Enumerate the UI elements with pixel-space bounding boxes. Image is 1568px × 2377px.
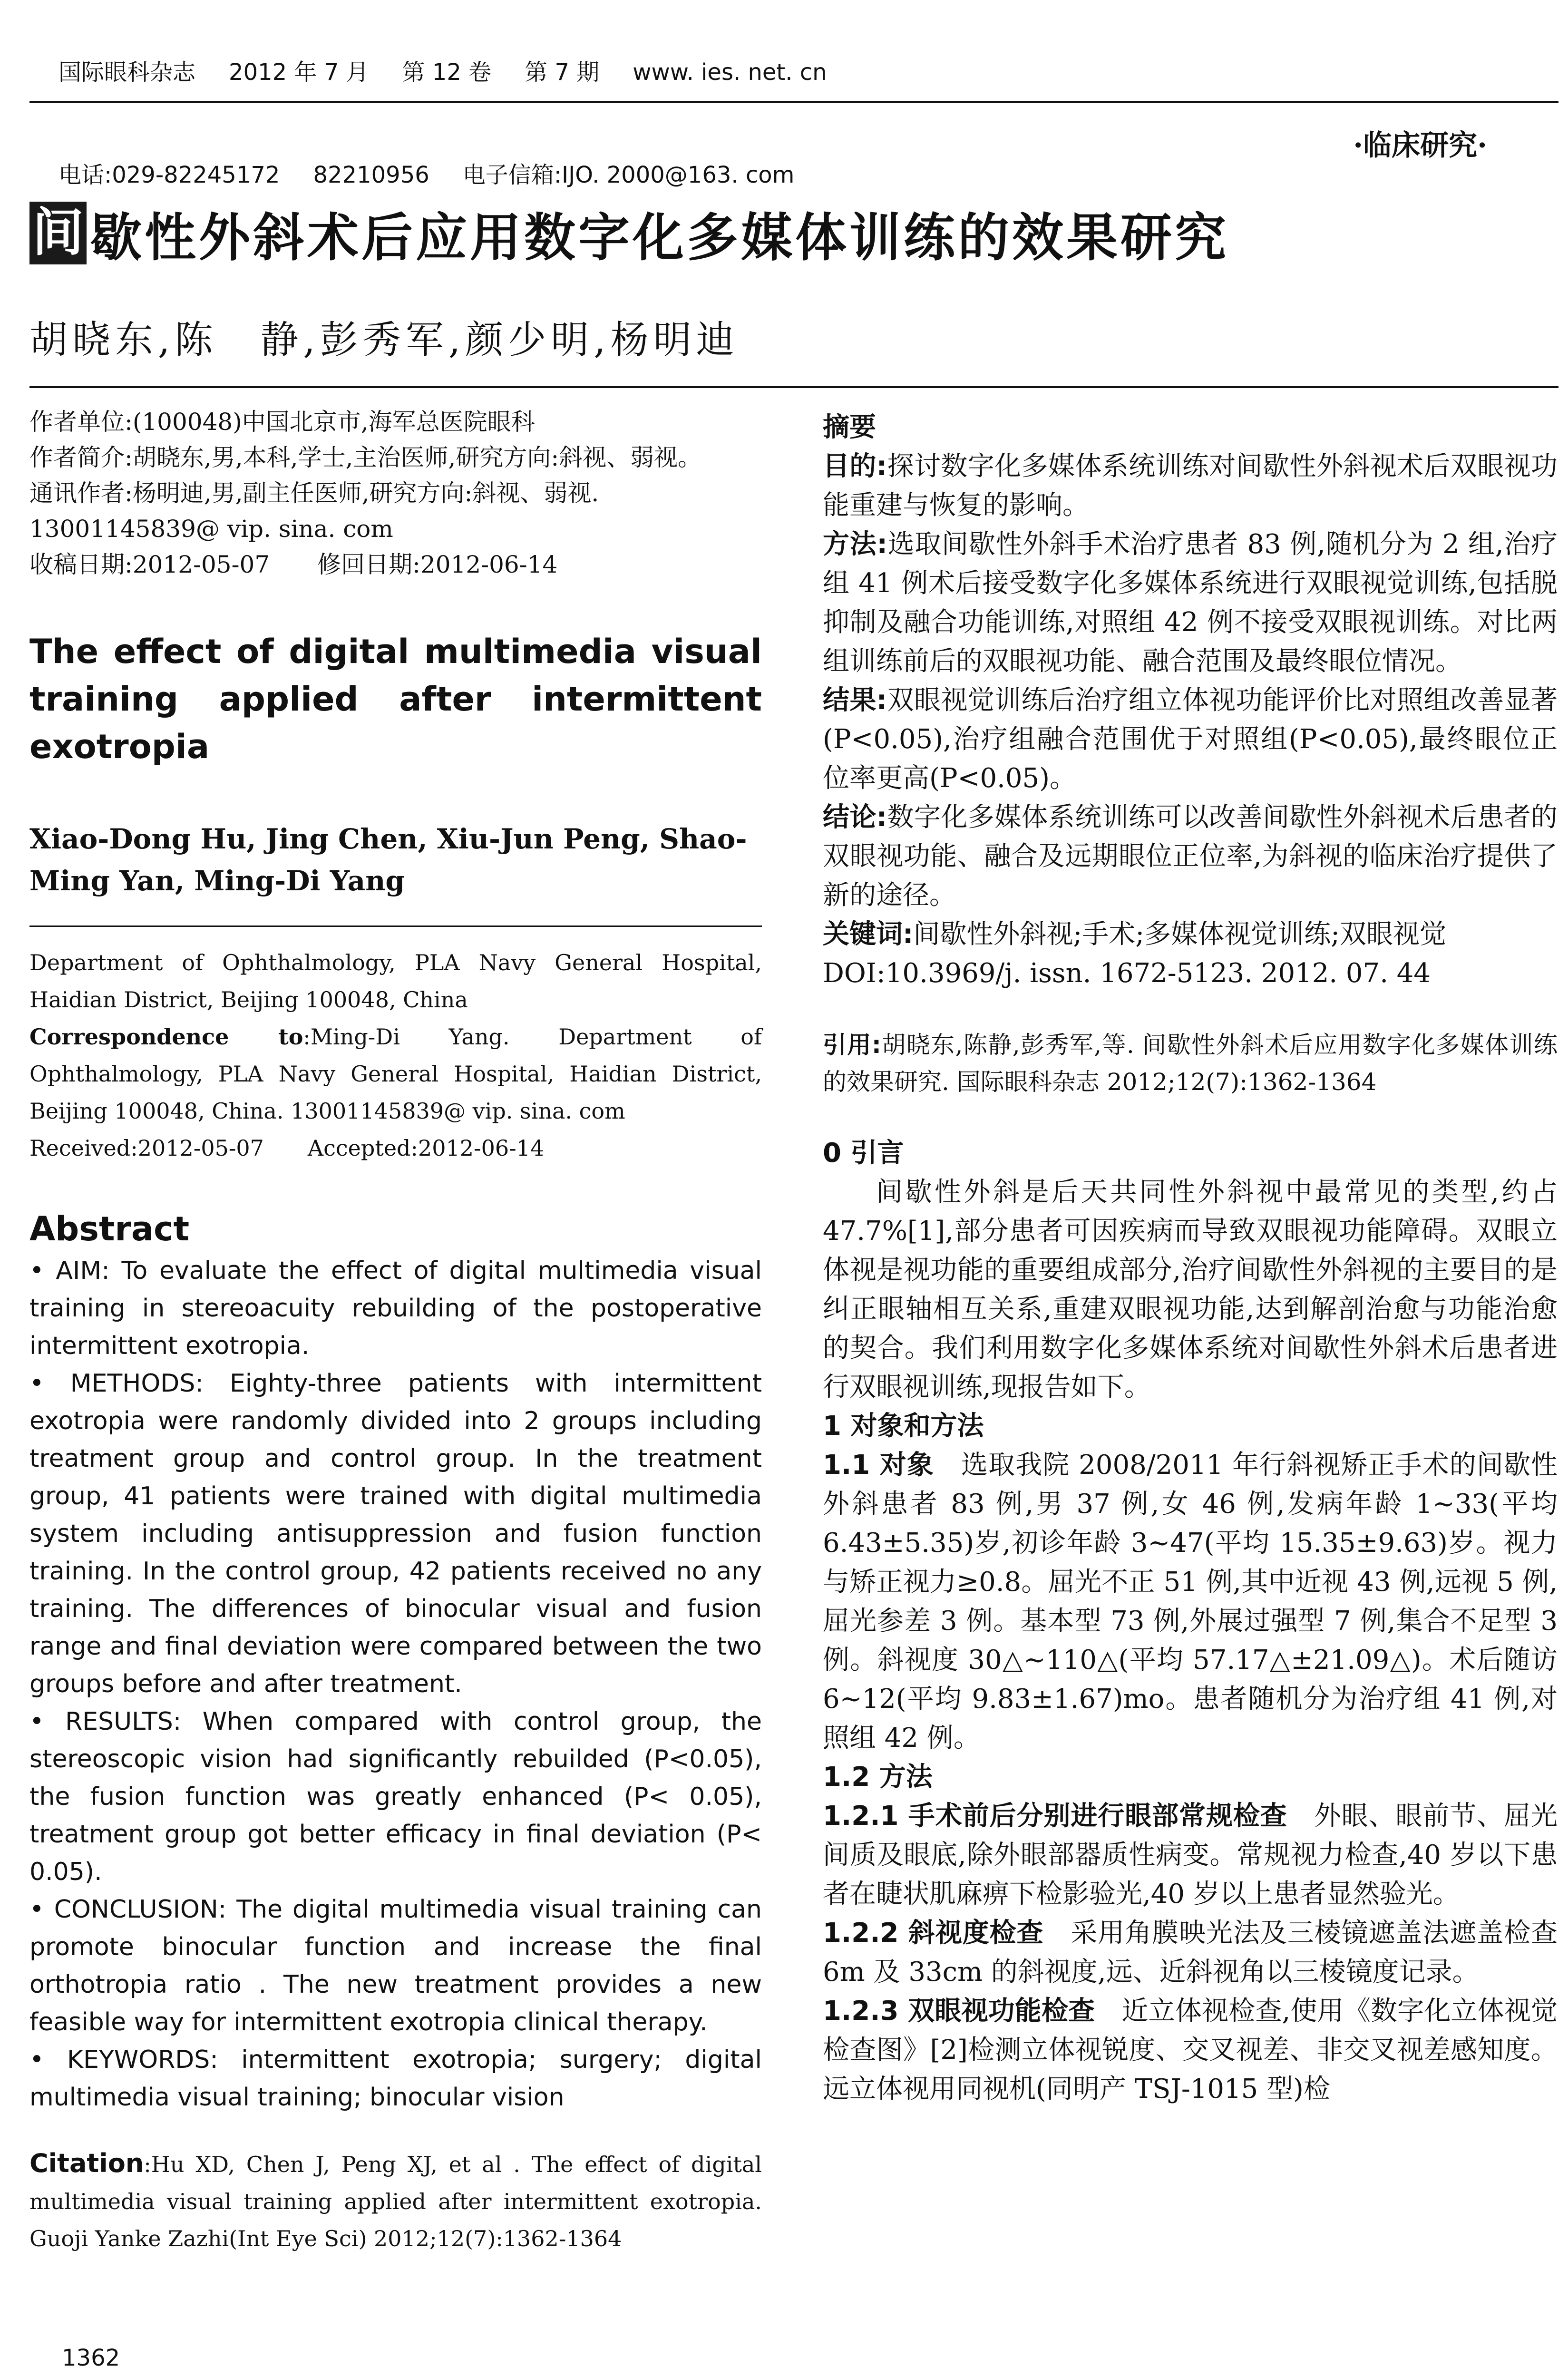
section-1-1-label: 1.1 对象: [823, 1450, 934, 1481]
section-1-2-1-text: 外眼、眼前节、屈光间质及眼底,除外眼部器质性病变。常规视力检查,40 岁以下患者在睫状肌麻痹下检影验光,40 岁以上患者显然验光。: [823, 1801, 1558, 1909]
abstract-methods: • METHODS: Eighty-three patients with intermittent exotropia were randomly divided into 2 groups including treatment group and control group. In the treatment group, 41 patients were trained with digital multimedia system including antisuppression and fusion function training. In the control group, 42 patients received no any training. The differences of binocular visual and fusion range and final deviation were compared between the two groups before and after treatment.: [29, 1369, 762, 1698]
section-1-2-3: [823, 1992, 1558, 2109]
page-number: 1362: [62, 2345, 120, 2371]
abstract-results: • RESULTS: When compared with control group, the stereoscopic vision had significantly rebuilded (P<0.05), the fusion function was greatly enhanced (P< 0.05), treatment group got better efficacy in final deviation (P< 0.05).: [29, 1707, 762, 1886]
citation-en: [29, 2145, 762, 2257]
section-0-paragraph: 间歇性外斜是后天共同性外斜视中最常见的类型,约占 47.7%[1],部分患者可因疾病而导致双眼视功能障碍。双眼立体视是视功能的重要组成部分,治疗间歇性外斜视的主要目的是纠正眼轴相互关系,重建双眼视功能,达到解剖治愈与功能治愈的契合。我们利用数字化多媒体系统对间歇性外斜术后患者进行双眼视训练,现报告如下。: [823, 1177, 1558, 1403]
english-rule: [29, 925, 762, 927]
abstract-cn-aim: [823, 447, 1558, 525]
section-1-heading: 1 对象和方法: [823, 1411, 984, 1442]
section-1-2-2-text: 采用角膜映光法及三棱镜遮盖法遮盖检查 6m 及 33cm 的斜视度,远、近斜视角以三棱镜度记录。: [823, 1918, 1558, 1987]
citation-cn-text: 胡晓东,陈静,彭秀军,等. 间歇性外斜术后应用数字化多媒体训练的效果研究. 国际眼科杂志 2012;12(7):1362-1364: [823, 1031, 1558, 1096]
citation-text: :Hu XD, Chen J, Peng XJ, et al . The effect of digital multimedia visual training applied after intermittent exotropia. Guoji Yanke Zazhi(Int Eye Sci) 2012;12(7):1362-1364: [29, 2152, 762, 2251]
conclusion-text: 数字化多媒体系统训练可以改善间歇性外斜视术后患者的双眼视功能、融合及远期眼位正位率,为斜视的临床治疗提供了新的途径。: [823, 802, 1558, 911]
conclusion-label: 结论:: [823, 802, 887, 833]
keywords-label: 关键词:: [823, 919, 914, 950]
section-1-2-heading: 1.2 方法: [823, 1762, 933, 1792]
section-1-2-1: [823, 1797, 1558, 1914]
abstract-keywords: • KEYWORDS: intermittent exotropia; surgery; digital multimedia visual training; binocular vision: [29, 2046, 762, 2112]
citation-cn-label: 引用:: [823, 1031, 881, 1059]
results-label: 结果:: [823, 685, 887, 716]
section-1-1: [823, 1446, 1558, 1758]
phone-2: 82210956: [313, 162, 429, 188]
abstract-cn-heading: 摘要: [823, 412, 876, 443]
title-text: 歇性外斜术后应用数字化多媒体训练的效果研究: [90, 208, 1229, 268]
issue: 第 7 期: [525, 59, 600, 86]
journal-name: 国际眼科杂志: [58, 59, 196, 86]
abstract-conclusion: • CONCLUSION: The digital multimedia visual training can promote binocular function and increase the final orthotropia ratio . The new treatment provides a new feasible way for intermittent exotropia clinical therapy.: [29, 1895, 762, 2036]
website: www. ies. net. cn: [633, 59, 827, 86]
phone: 电话:029-82245172: [58, 162, 280, 188]
correspondence-label: Correspondence to: [29, 1024, 303, 1050]
section-0-heading: 0 引言: [823, 1138, 904, 1169]
authors-cn: 胡晓东,陈 静,彭秀军,颜少明,杨明迪: [29, 318, 739, 362]
section-1-2-2-label: 1.2.2 斜视度检查: [823, 1918, 1044, 1948]
section-1-2-1-label: 1.2.1 手术前后分别进行眼部常规检查: [823, 1801, 1287, 1831]
dates-en: Received:2012-05-07 Accepted:2012-06-14: [29, 1135, 545, 1161]
left-column: [29, 404, 762, 2257]
volume: 第 12 卷: [402, 59, 492, 86]
section-1-2-3-label: 1.2.3 双眼视功能检查: [823, 1996, 1095, 2026]
header-rule: [29, 101, 1558, 103]
results-text: 双眼视觉训练后治疗组立体视功能评价比对照组改善显著(P<0.05),治疗组融合范围优于对照组(P<0.05),最终眼位正位率更高(P<0.05)。: [823, 685, 1558, 794]
right-column: [823, 408, 1558, 2109]
aim-label: 目的:: [823, 451, 887, 482]
abstract-heading: Abstract: [29, 1209, 190, 1248]
title-dropcap: 间: [29, 202, 87, 264]
article-title: [29, 195, 1229, 271]
abstract-cn-keywords: [823, 915, 1558, 954]
corresponding-author-cn: 通讯作者:杨明迪,男,副主任医师,研究方向:斜视、弱视. 13001145839@ vip. sina. com: [29, 479, 599, 543]
author-bio-cn: 作者简介:胡晓东,男,本科,学士,主治医师,研究方向:斜视、弱视。: [29, 444, 702, 471]
methods-text: 选取间歇性外斜手术治疗患者 83 例,随机分为 2 组,治疗组 41 例术后接受数字化多媒体系统进行双眼视觉训练,包括脱抑制及融合功能训练,对照组 42 例不接受双眼视训练。对比两组训练前后的双眼视功能、融合范围及最终眼位情况。: [823, 529, 1558, 677]
citation-cn: [823, 1026, 1558, 1101]
section-tag: ·临床研究·: [1353, 129, 1487, 162]
keywords-text: 间歇性外斜视;手术;多媒体视觉训练;双眼视觉: [913, 919, 1447, 950]
abstract-cn-results: [823, 681, 1558, 798]
methods-label: 方法:: [823, 529, 887, 560]
section-1-2-2: [823, 1914, 1558, 1992]
header-line-1: [29, 21, 1537, 124]
english-title: The effect of digital multimedia visual training applied after intermittent exotropia: [29, 632, 762, 766]
aim-text: 探讨数字化多媒体系统训练对间歇性外斜视术后双眼视功能重建与恢复的影响。: [823, 451, 1558, 521]
abstract-cn-conclusion: [823, 798, 1558, 915]
correspondence-text: :Ming-Di Yang. Department of Ophthalmology, PLA Navy General Hospital, Haidian District, Beijing 100048, China. 13001145839@ vip. sina. com: [29, 1024, 762, 1124]
author-affiliation-cn: 作者单位:(100048)中国北京市,海军总医院眼科: [29, 408, 535, 436]
section-1-1-text: 选取我院 2008/2011 年行斜视矫正手术的间歇性外斜患者 83 例,男 37 例,女 46 例,发病年龄 1~33(平均 6.43±5.35)岁,初诊年龄 3~47(平均 15.35±9.63)岁。视力与矫正视力≥0.8。屈光不正 51 例,其中近视 43 例,远视 5 例,屈光参差 3 例。基本型 73 例,外展过强型 7 例,集合不足型 3 例。斜视度 30△~110△(平均 57.17△±21.09△)。术后随访 6~12(平均 9.83±1.67)mo。患者随机分为治疗组 41 例,对照组 42 例。: [823, 1450, 1558, 1754]
correspondence-en: [29, 1018, 762, 1130]
abstract-aim: • AIM: To evaluate the effect of digital multimedia visual training in stereoacuity rebuilding of the postoperative intermittent exotropia.: [29, 1257, 762, 1360]
abstract-cn-methods: [823, 525, 1558, 681]
issue-date: 2012 年 7 月: [229, 59, 369, 86]
citation-label: Citation: [29, 2148, 144, 2178]
section-1-2-3-text: 近立体视检查,使用《数字化立体视觉检查图》[2]检测立体视锐度、交叉视差、非交叉视差感知度。远立体视用同视机(同明产 TSJ-1015 型)检: [823, 1996, 1558, 2104]
dates-cn: 收稿日期:2012-05-07 修回日期:2012-06-14: [29, 551, 558, 578]
email: 电子信箱:IJO. 2000@163. com: [462, 162, 795, 188]
english-authors: Xiao-Dong Hu, Jing Chen, Xiu-Jun Peng, Shao-Ming Yan, Ming-Di Yang: [29, 823, 747, 897]
title-rule: [29, 386, 1558, 388]
doi: DOI:10.3969/j. issn. 1672-5123. 2012. 07. 44: [823, 958, 1431, 989]
affiliation-en: Department of Ophthalmology, PLA Navy General Hospital, Haidian District, Beijing 100048, China: [29, 950, 762, 1013]
